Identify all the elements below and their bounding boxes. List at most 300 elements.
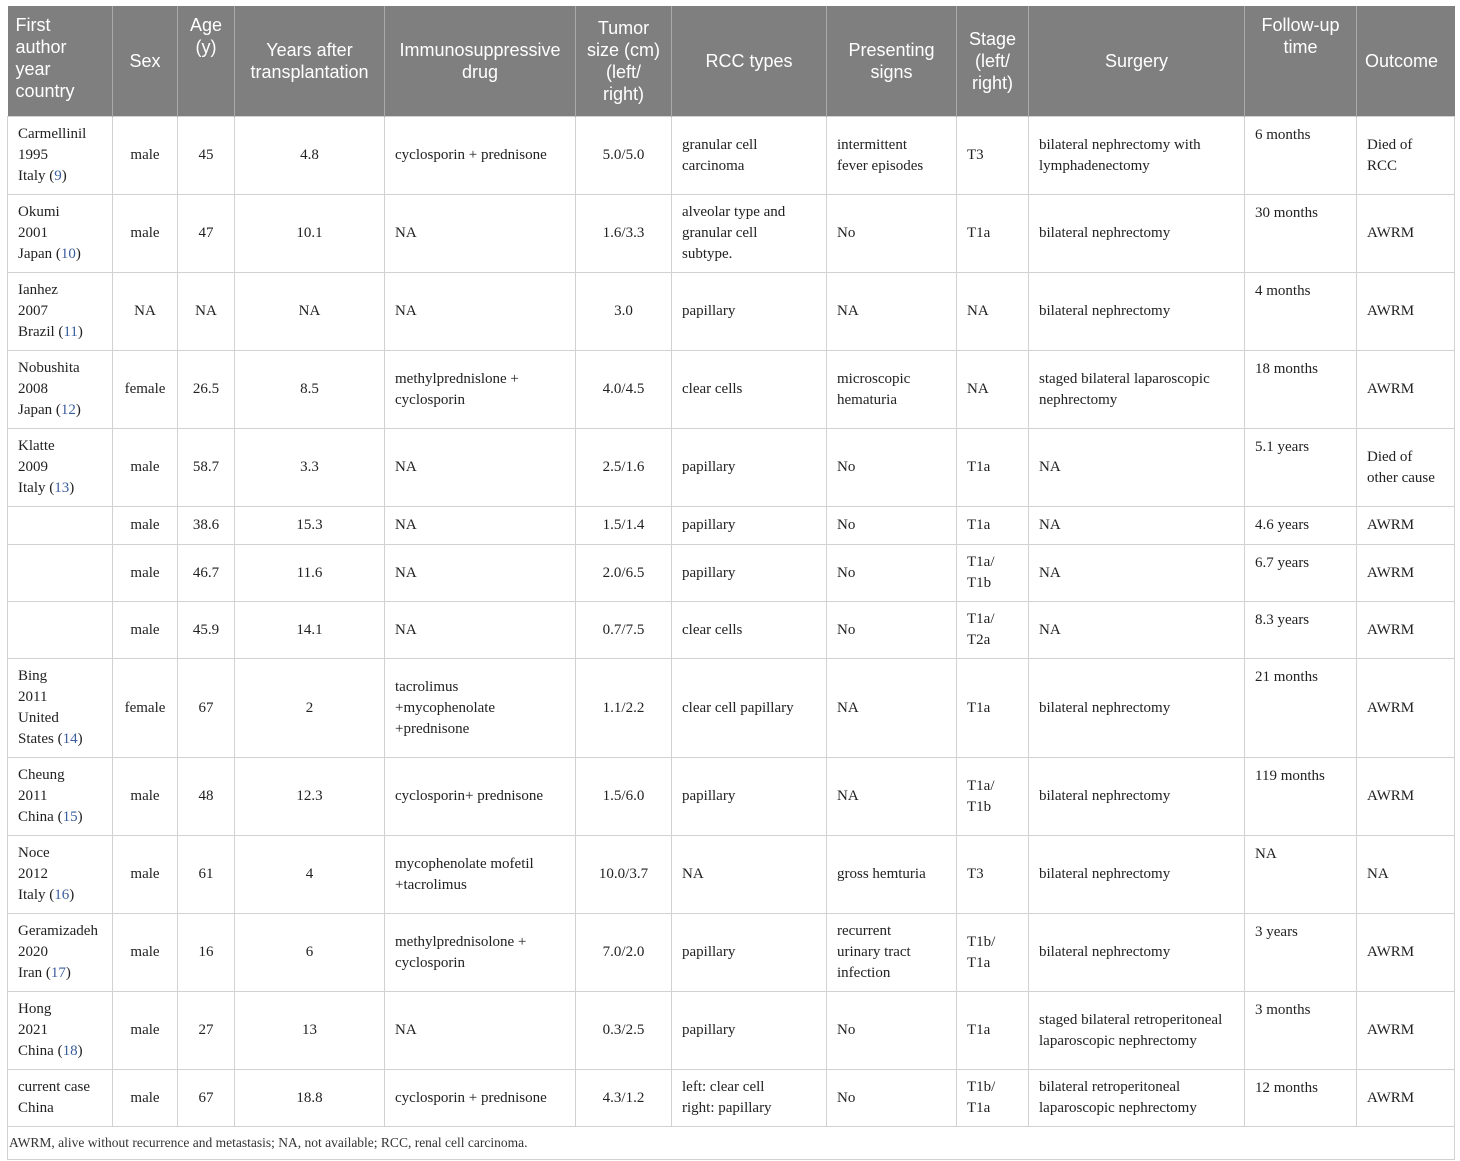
cell-sex: male [113,836,178,914]
cell-tumor: 4.0/4.5 [576,351,672,429]
cell-line: fever episodes [837,157,924,174]
cell-surgery [1029,507,1245,545]
cell-line: 2011 [18,689,48,705]
citation-link[interactable]: 9 [54,168,62,184]
cell-outcome [1357,758,1455,836]
cell-years: 18.8 [235,1070,385,1127]
citation-link[interactable]: 14 [62,731,78,747]
cell-sex: male [113,992,178,1070]
cell-line: NA [967,303,989,319]
cell-line: No [837,517,856,533]
cell-line: Geramizadeh [18,923,98,939]
cell-followup: NA [1245,836,1357,914]
cell-age: 67 [178,1070,235,1127]
cell-line: AWRM [1367,699,1415,716]
cell-years: 15.3 [235,507,385,545]
header-line: RCC types [705,51,793,71]
header-follow-up-time [1245,6,1357,117]
cell-line: 2007 [18,303,48,319]
cell-drug [385,836,576,914]
cell-years: 6 [235,914,385,992]
cell-age: 38.6 [178,507,235,545]
cell-author [8,602,113,659]
cell-rcc [672,758,827,836]
cell-stage [957,602,1029,659]
cell-line: Okumi [18,204,60,220]
table-row [8,273,1455,351]
cell-drug [385,195,576,273]
cell-line: cyclosporin + prednisone [395,1089,547,1106]
cell-years: 13 [235,992,385,1070]
citation-link[interactable]: 13 [54,480,70,496]
cell-line: Italy (13) [18,480,75,496]
cell-rcc [672,602,827,659]
cell-surgery [1029,351,1245,429]
citation-link[interactable]: 11 [63,324,78,340]
header-line: Years after [266,40,353,60]
cell-signs [827,1070,957,1127]
header-line: author [15,37,67,57]
cell-tumor: 7.0/2.0 [576,914,672,992]
cell-years: 10.1 [235,195,385,273]
cell-line: papillary [682,1022,736,1038]
cell-line: 2009 [18,459,48,475]
cell-tumor: 10.0/3.7 [576,836,672,914]
cell-line: RCC [1367,157,1398,174]
cell-author [8,836,113,914]
cell-sex: male [113,545,178,602]
cell-surgery [1029,1070,1245,1127]
cell-line: T1a/ [967,554,995,570]
cell-outcome [1357,602,1455,659]
header-line: signs [870,62,913,82]
cell-sex: male [113,117,178,195]
cell-line: No [837,1089,856,1106]
cell-line: 2011 [18,788,48,804]
cell-line: NA [1039,564,1061,581]
cell-signs [827,429,957,507]
cell-line: NA [837,699,859,716]
cell-line: T1b [967,575,992,591]
cell-tumor: 1.6/3.3 [576,195,672,273]
cell-line: T3 [967,147,984,163]
cell-rcc [672,195,827,273]
cell-line: staged bilateral retroperitoneal [1039,1011,1223,1028]
header-line: right) [602,84,644,104]
cell-line: T1a [967,1022,991,1038]
cell-rcc [672,914,827,992]
cell-signs [827,195,957,273]
footnote-row [8,1127,1455,1160]
citation-link[interactable]: 15 [62,809,78,825]
cell-line: No [837,459,856,475]
cell-outcome [1357,273,1455,351]
table-footnote: AWRM, alive without recurrence and metastasis; NA, not available; RCC, renal cell carcinoma. [8,1127,1455,1160]
cell-line: T3 [967,866,984,882]
table-row [8,545,1455,602]
cell-outcome [1357,914,1455,992]
cell-surgery [1029,836,1245,914]
header-presenting-signs [827,6,957,117]
cell-author [8,914,113,992]
cell-line: 2001 [18,225,48,241]
cell-age: 45 [178,117,235,195]
cell-stage [957,545,1029,602]
header-sex [113,6,178,117]
cell-surgery [1029,429,1245,507]
cell-tumor: 1.1/2.2 [576,659,672,758]
cell-signs [827,758,957,836]
header-line: transplantation [250,62,369,82]
cell-line: China [18,1100,54,1116]
cell-line: NA [967,381,989,397]
cell-author [8,429,113,507]
cell-signs [827,836,957,914]
header-line: Outcome [1365,51,1439,71]
cell-signs [827,507,957,545]
cell-outcome [1357,545,1455,602]
cell-line: NA [837,303,859,319]
cell-line: AWRM [1367,1022,1415,1038]
cell-line: AWRM [1367,621,1415,638]
cell-line: AWRM [1367,944,1415,960]
header-line: size (cm) [587,40,660,60]
cell-followup: 18 months [1245,351,1357,429]
cell-outcome [1357,195,1455,273]
table-row [8,429,1455,507]
table-row [8,758,1455,836]
cell-stage [957,836,1029,914]
header-row [8,6,1455,117]
cell-line: Nobushita [18,360,80,376]
cell-line: laparoscopic nephrectomy [1039,1100,1197,1116]
cell-line: NA [1039,517,1061,533]
cell-line: NA [395,1022,417,1038]
cell-line: bilateral nephrectomy with [1039,136,1201,153]
cell-age: 27 [178,992,235,1070]
header-line: year [15,59,51,79]
cell-line: papillary [682,944,736,960]
header-line: Follow-up [1261,15,1340,35]
cell-stage [957,195,1029,273]
cell-tumor: 1.5/6.0 [576,758,672,836]
cell-followup: 5.1 years [1245,429,1357,507]
cell-line: cyclosporin [395,391,465,408]
header-line: First [15,15,51,35]
header-immunosuppressive-drug [385,6,576,117]
cell-surgery [1029,117,1245,195]
cell-line: bilateral nephrectomy [1039,699,1171,716]
cell-line: States (14) [18,731,83,747]
cell-years: 12.3 [235,758,385,836]
cell-line: bilateral nephrectomy [1039,303,1171,319]
cell-sex: male [113,195,178,273]
cell-line: 2008 [18,381,48,397]
header-line: Immunosuppressive [399,40,561,60]
cell-stage [957,758,1029,836]
cell-line: T1b/ [967,1079,996,1095]
cell-years: 8.5 [235,351,385,429]
cell-stage [957,507,1029,545]
cell-line: No [837,225,856,241]
table-row [8,117,1455,195]
header-surgery [1029,6,1245,117]
cell-line: AWRM [1367,517,1415,533]
cell-line: urinary tract [837,944,911,960]
cell-surgery [1029,992,1245,1070]
cell-line: +tacrolimus [395,876,467,893]
cell-sex: female [113,351,178,429]
cell-author [8,659,113,758]
cell-line: cyclosporin+ prednisone [395,788,544,804]
cell-stage [957,351,1029,429]
cell-line: Bing [18,668,48,684]
cell-line: Cheung [18,767,65,783]
cell-followup: 6.7 years [1245,545,1357,602]
cell-line: NA [395,303,417,319]
cell-line: bilateral nephrectomy [1039,944,1171,960]
header-line: Presenting [848,40,935,60]
cell-surgery [1029,545,1245,602]
cell-rcc [672,429,827,507]
cell-outcome [1357,507,1455,545]
cell-line: AWRM [1367,1089,1415,1106]
cell-rcc [672,836,827,914]
cell-line: cyclosporin + prednisone [395,147,547,163]
cell-sex: NA [113,273,178,351]
table-body [8,117,1455,1127]
cell-followup: 30 months [1245,195,1357,273]
cell-tumor: 0.7/7.5 [576,602,672,659]
cell-outcome [1357,117,1455,195]
cell-line: T1b [967,798,992,815]
cell-author [8,351,113,429]
cell-stage [957,914,1029,992]
cell-line: Hong [18,1001,52,1017]
header-line: Sex [129,51,161,71]
cell-followup: 3 months [1245,992,1357,1070]
cell-author [8,273,113,351]
cell-tumor: 1.5/1.4 [576,507,672,545]
cell-line: AWRM [1367,303,1415,319]
cell-surgery [1029,273,1245,351]
cell-line: carcinoma [682,157,745,174]
cell-line: bilateral retroperitoneal [1039,1079,1181,1095]
cell-line: clear cells [682,621,743,638]
cell-stage [957,1070,1029,1127]
cell-outcome [1357,351,1455,429]
cell-line: Japan (10) [18,246,81,262]
cell-line: T2a [967,632,991,648]
citation-link[interactable]: 17 [50,965,66,981]
cell-stage [957,992,1029,1070]
cell-line: No [837,621,856,638]
table-row [8,836,1455,914]
cell-sex: male [113,429,178,507]
cell-line: recurrent [837,923,892,939]
cell-rcc [672,1070,827,1127]
header-years-after-transplant [235,6,385,117]
table-container [7,6,1454,1160]
cell-line: Italy (16) [18,887,75,903]
cell-line: right: papillary [682,1100,772,1116]
header-line: time [1283,37,1318,57]
cell-line: NA [395,621,417,638]
cell-rcc [672,545,827,602]
cell-sex: male [113,914,178,992]
cell-line: methylprednislone + [395,370,519,387]
cell-line: T1a/ [967,777,995,794]
cell-line: T1a [967,459,991,475]
cell-line: NA [1039,459,1061,475]
cell-line: granular cell [682,225,758,241]
cell-sex: male [113,1070,178,1127]
cell-age: 48 [178,758,235,836]
cell-age: 45.9 [178,602,235,659]
cell-rcc [672,507,827,545]
cell-drug [385,602,576,659]
table-row [8,914,1455,992]
cell-followup: 119 months [1245,758,1357,836]
citation-link[interactable]: 12 [60,402,76,418]
cell-drug [385,659,576,758]
cell-signs [827,273,957,351]
cell-line: bilateral nephrectomy [1039,788,1171,804]
header-line: drug [461,62,499,82]
cell-line: NA [395,517,417,533]
cell-line: papillary [682,303,736,319]
cell-tumor: 4.3/1.2 [576,1070,672,1127]
cell-followup: 4.6 years [1245,507,1357,545]
cell-line: Carmellinil [18,126,87,142]
cell-signs [827,117,957,195]
cell-signs [827,545,957,602]
citation-link[interactable]: 18 [62,1043,78,1059]
cell-line: papillary [682,459,736,475]
cell-surgery [1029,602,1245,659]
cell-line: granular cell [682,136,758,153]
header-line: Age [189,15,223,35]
header-age [178,6,235,117]
cell-line: intermittent [837,136,907,153]
header-line: (y) [195,37,217,57]
citation-link[interactable]: 16 [54,887,70,903]
cell-drug [385,273,576,351]
rcc-case-table [7,6,1455,1160]
cell-age: 67 [178,659,235,758]
header-line: Surgery [1104,51,1169,71]
cell-line: Klatte [18,438,55,454]
cell-line: Japan (12) [18,402,81,418]
table-row [8,351,1455,429]
cell-tumor: 2.5/1.6 [576,429,672,507]
cell-line: NA [682,866,704,882]
cell-line: 2021 [18,1022,48,1038]
cell-line: United [18,710,59,726]
table-row [8,602,1455,659]
cell-line: T1a [967,517,991,533]
table-header [8,6,1455,117]
cell-line: No [837,564,856,581]
cell-line: alveolar type and [682,204,786,220]
cell-line: tacrolimus [395,678,459,695]
cell-line: Died of [1367,448,1413,465]
cell-line: papillary [682,517,736,533]
cell-followup: 12 months [1245,1070,1357,1127]
cell-drug [385,992,576,1070]
cell-sex: male [113,758,178,836]
cell-drug [385,507,576,545]
cell-line: bilateral nephrectomy [1039,866,1171,882]
cell-followup: 8.3 years [1245,602,1357,659]
cell-rcc [672,659,827,758]
cell-author [8,1070,113,1127]
header-line: right) [971,73,1013,93]
cell-rcc [672,992,827,1070]
cell-drug [385,351,576,429]
cell-drug [385,117,576,195]
cell-age: 47 [178,195,235,273]
cell-line: T1b/ [967,933,996,950]
cell-line: +mycophenolate [395,699,496,716]
cell-line: Died of [1367,136,1413,153]
cell-followup: 21 months [1245,659,1357,758]
cell-stage [957,273,1029,351]
cell-line: Noce [18,845,50,861]
cell-age: 46.7 [178,545,235,602]
cell-drug [385,914,576,992]
cell-drug [385,758,576,836]
cell-line: T1a [967,225,991,241]
cell-line: other cause [1367,469,1435,486]
cell-tumor: 3.0 [576,273,672,351]
header-rcc-types [672,6,827,117]
cell-drug [385,545,576,602]
cell-sex: female [113,659,178,758]
cell-rcc [672,117,827,195]
table-row [8,992,1455,1070]
cell-years: 11.6 [235,545,385,602]
cell-tumor: 2.0/6.5 [576,545,672,602]
cell-line: gross hemturia [837,866,926,882]
table-row [8,1070,1455,1127]
header-outcome [1357,6,1455,117]
cell-line: T1a [967,1100,991,1116]
table-row [8,507,1455,545]
table-row [8,659,1455,758]
cell-rcc [672,351,827,429]
citation-link[interactable]: 10 [60,246,76,262]
header-line: Tumor [597,18,650,38]
cell-line: Brazil (11) [18,324,83,340]
cell-signs [827,992,957,1070]
header-author [8,6,113,117]
cell-line: subtype. [682,246,733,262]
table-row [8,195,1455,273]
cell-outcome [1357,992,1455,1070]
cell-line: No [837,1022,856,1038]
cell-years: 4.8 [235,117,385,195]
cell-author [8,195,113,273]
cell-years: 3.3 [235,429,385,507]
header-stage [957,6,1029,117]
cell-line: mycophenolate mofetil [395,855,534,872]
cell-outcome [1357,659,1455,758]
cell-line: AWRM [1367,788,1415,804]
cell-line: papillary [682,564,736,581]
cell-line: laparoscopic nephrectomy [1039,1032,1197,1049]
cell-line: bilateral nephrectomy [1039,225,1171,241]
